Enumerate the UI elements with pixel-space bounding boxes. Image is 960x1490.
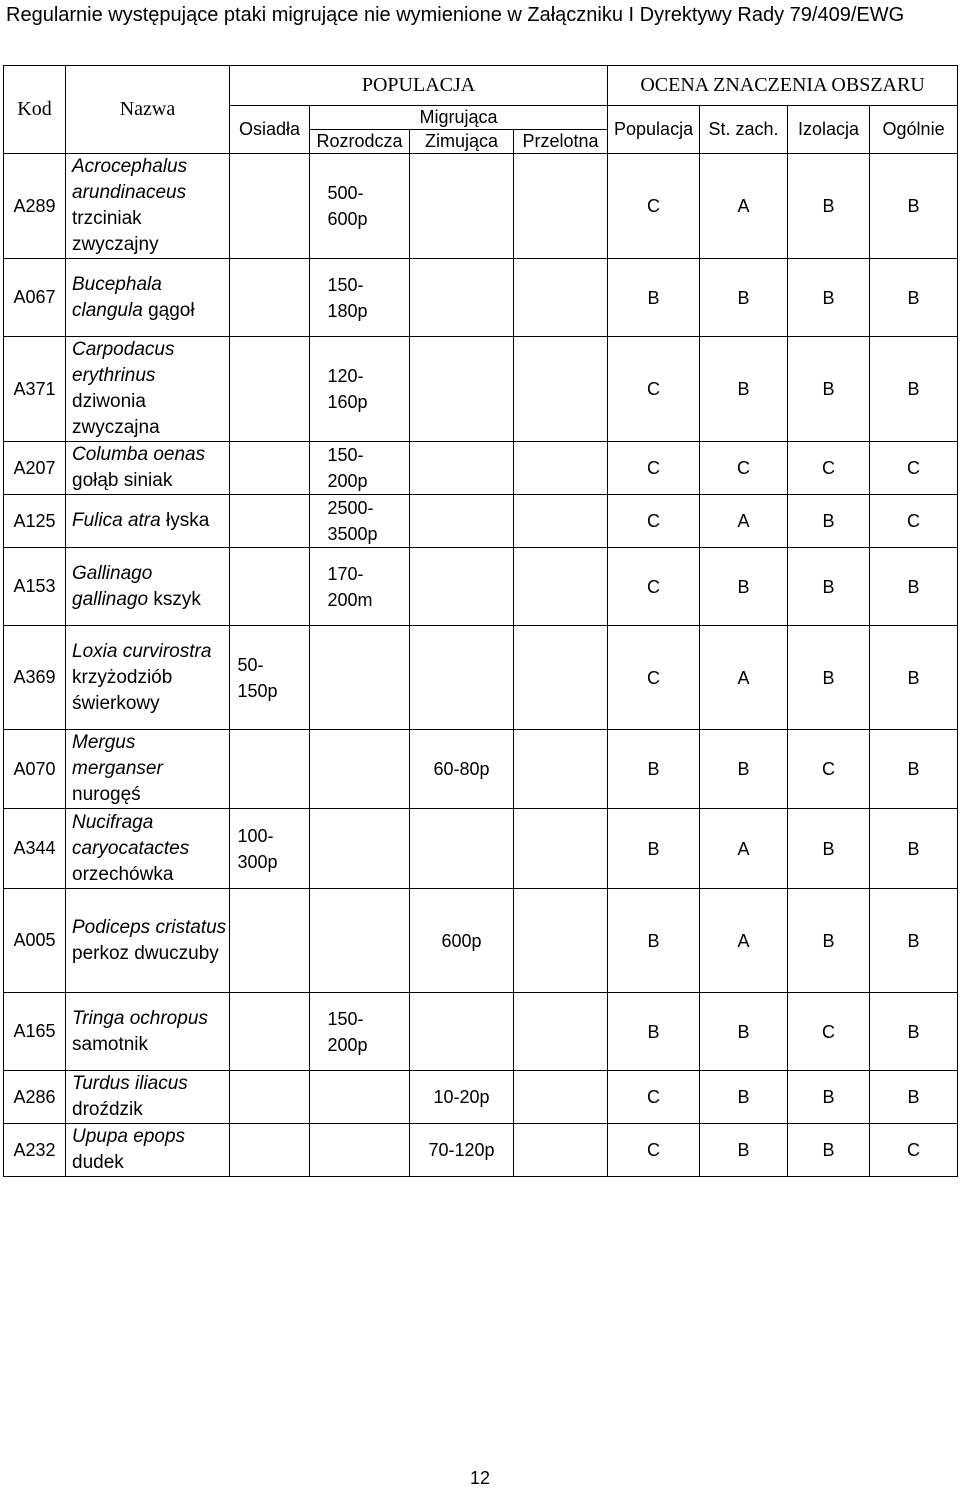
table-row [4, 626, 958, 730]
cell-value: 50-150p [237, 654, 278, 701]
cell-ogolnie: B [870, 1071, 958, 1124]
cell-zimujaca [410, 626, 514, 730]
header-migrujaca: Migrująca [310, 106, 608, 130]
cell-nazwa [66, 626, 230, 730]
cell-populacja: B [608, 809, 700, 889]
birds-table [3, 65, 958, 1177]
table-row [4, 993, 958, 1071]
cell-ogolnie: B [870, 259, 958, 337]
cell-populacja: B [608, 259, 700, 337]
polish-name: dziwonia zwyczajna [72, 391, 160, 438]
polish-name: orzechówka [72, 863, 174, 885]
cell-populacja: C [608, 154, 700, 259]
cell-kod: A067 [4, 259, 66, 337]
cell-zimujaca [410, 495, 514, 548]
cell-osiadla [230, 442, 310, 495]
cell-zimujaca [410, 809, 514, 889]
cell-osiadla [230, 626, 310, 730]
cell-izolacja: B [788, 809, 870, 889]
cell-ogolnie: C [870, 1124, 958, 1177]
table-row [4, 259, 958, 337]
cell-populacja: B [608, 889, 700, 993]
cell-kod: A344 [4, 809, 66, 889]
cell-ogolnie: B [870, 626, 958, 730]
header-populacja-col: Populacja [608, 106, 700, 154]
cell-izolacja: B [788, 1124, 870, 1177]
table-row [4, 337, 958, 442]
cell-ogolnie: C [870, 495, 958, 548]
cell-kod: A371 [4, 337, 66, 442]
cell-rozrodcza [310, 442, 410, 495]
cell-nazwa [66, 337, 230, 442]
cell-ogolnie: B [870, 337, 958, 442]
cell-ogolnie: B [870, 889, 958, 993]
cell-rozrodcza [310, 1124, 410, 1177]
cell-st-zach: B [700, 1071, 788, 1124]
cell-st-zach: A [700, 495, 788, 548]
cell-izolacja: B [788, 548, 870, 626]
table-row [4, 1124, 958, 1177]
cell-populacja: C [608, 337, 700, 442]
cell-kod: A289 [4, 154, 66, 259]
cell-st-zach: A [700, 626, 788, 730]
cell-przelotna [514, 993, 608, 1071]
cell-ogolnie: B [870, 548, 958, 626]
table-body [4, 66, 958, 1177]
cell-value: 2500-3500p [327, 498, 378, 544]
cell-kod: A286 [4, 1071, 66, 1124]
polish-name: łyska [165, 510, 210, 531]
polish-name: kszyk [153, 588, 201, 610]
cell-kod: A232 [4, 1124, 66, 1177]
cell-zimujaca: 60-80p [410, 730, 514, 809]
header-izolacja: Izolacja [788, 106, 870, 154]
cell-rozrodcza [310, 809, 410, 889]
cell-populacja: C [608, 626, 700, 730]
cell-populacja: C [608, 495, 700, 548]
table-row [4, 889, 958, 993]
cell-izolacja: B [788, 626, 870, 730]
cell-nazwa [66, 809, 230, 889]
cell-nazwa [66, 154, 230, 259]
cell-osiadla [230, 259, 310, 337]
cell-rozrodcza [310, 730, 410, 809]
cell-osiadla [230, 1071, 310, 1124]
cell-ogolnie: C [870, 442, 958, 495]
cell-st-zach: B [700, 337, 788, 442]
cell-ogolnie: B [870, 730, 958, 809]
header-rozrodcza: Rozrodcza [310, 130, 410, 154]
cell-kod: A207 [4, 442, 66, 495]
cell-populacja: B [608, 993, 700, 1071]
header-przelotna: Przelotna [514, 130, 608, 154]
cell-value: 100-300p [237, 825, 278, 872]
latin-name: Turdus iliacus [72, 1073, 188, 1094]
header-osiadla: Osiadła [230, 106, 310, 154]
table-row [4, 548, 958, 626]
header-populacja: POPULACJA [230, 66, 608, 106]
polish-name: dudek [72, 1152, 124, 1173]
latin-name: Mergus merganser [72, 732, 163, 779]
cell-ogolnie: B [870, 809, 958, 889]
cell-kod: A070 [4, 730, 66, 809]
cell-izolacja: B [788, 889, 870, 993]
cell-value: 120-160p [327, 366, 368, 412]
cell-nazwa [66, 442, 230, 495]
cell-value: 500-600p [327, 183, 368, 229]
cell-osiadla [230, 337, 310, 442]
cell-przelotna [514, 442, 608, 495]
cell-rozrodcza [310, 993, 410, 1071]
polish-name: trzciniak zwyczajny [72, 208, 159, 255]
latin-name: Loxia curvirostra [72, 640, 212, 662]
cell-przelotna [514, 1124, 608, 1177]
table-row [4, 809, 958, 889]
polish-name: gągoł [148, 299, 195, 321]
cell-przelotna [514, 548, 608, 626]
cell-przelotna [514, 809, 608, 889]
cell-nazwa [66, 495, 230, 548]
latin-name: Bucephala clangula [72, 273, 162, 321]
cell-kod: A165 [4, 993, 66, 1071]
table-row [4, 1071, 958, 1124]
cell-przelotna [514, 730, 608, 809]
table-row [4, 442, 958, 495]
cell-przelotna [514, 495, 608, 548]
cell-nazwa [66, 548, 230, 626]
cell-osiadla [230, 809, 310, 889]
cell-rozrodcza [310, 626, 410, 730]
cell-populacja: C [608, 1124, 700, 1177]
header-st-zach: St. zach. [700, 106, 788, 154]
cell-osiadla [230, 1124, 310, 1177]
cell-value: 150-200p [327, 445, 368, 491]
page-number: 12 [469, 1468, 491, 1488]
latin-name: Nucifraga caryocatactes [72, 811, 190, 859]
header-ogolnie: Ogólnie [870, 106, 958, 154]
cell-izolacja: B [788, 154, 870, 259]
cell-zimujaca [410, 993, 514, 1071]
cell-st-zach: B [700, 1124, 788, 1177]
cell-kod: A125 [4, 495, 66, 548]
cell-rozrodcza [310, 548, 410, 626]
cell-nazwa [66, 889, 230, 993]
polish-name: perkoz dwuczuby [72, 942, 219, 964]
latin-name: Acrocephalus arundinaceus [72, 156, 188, 203]
cell-kod: A153 [4, 548, 66, 626]
cell-izolacja: B [788, 1071, 870, 1124]
polish-name: droździk [72, 1099, 143, 1120]
cell-rozrodcza [310, 495, 410, 548]
cell-nazwa [66, 1071, 230, 1124]
cell-zimujaca [410, 442, 514, 495]
cell-izolacja: B [788, 495, 870, 548]
cell-populacja: B [608, 730, 700, 809]
latin-name: Fulica atra [72, 510, 161, 531]
cell-przelotna [514, 154, 608, 259]
cell-nazwa [66, 730, 230, 809]
table-row [4, 730, 958, 809]
cell-st-zach: A [700, 154, 788, 259]
cell-nazwa [66, 993, 230, 1071]
cell-osiadla [230, 889, 310, 993]
cell-rozrodcza [310, 259, 410, 337]
cell-przelotna [514, 259, 608, 337]
cell-kod: A369 [4, 626, 66, 730]
cell-value: 150-200p [327, 1008, 368, 1055]
cell-rozrodcza [310, 1071, 410, 1124]
cell-populacja: C [608, 1071, 700, 1124]
table-row [4, 154, 958, 259]
cell-osiadla [230, 495, 310, 548]
cell-osiadla [230, 730, 310, 809]
cell-value: 170-200m [327, 563, 373, 610]
cell-osiadla [230, 548, 310, 626]
cell-st-zach: C [700, 442, 788, 495]
cell-st-zach: A [700, 809, 788, 889]
cell-izolacja: B [788, 337, 870, 442]
latin-name: Carpodacus erythrinus [72, 339, 175, 386]
cell-przelotna [514, 626, 608, 730]
cell-kod: A005 [4, 889, 66, 993]
cell-osiadla [230, 993, 310, 1071]
table-row [4, 495, 958, 548]
polish-name: gołąb siniak [72, 470, 173, 491]
cell-rozrodcza [310, 154, 410, 259]
cell-osiadla [230, 154, 310, 259]
cell-zimujaca [410, 259, 514, 337]
cell-st-zach: B [700, 259, 788, 337]
cell-nazwa [66, 1124, 230, 1177]
cell-st-zach: B [700, 993, 788, 1071]
cell-zimujaca [410, 337, 514, 442]
cell-rozrodcza [310, 889, 410, 993]
cell-zimujaca: 600p [410, 889, 514, 993]
cell-zimujaca: 70-120p [410, 1124, 514, 1177]
latin-name: Tringa ochropus [72, 1007, 208, 1029]
cell-ogolnie: B [870, 154, 958, 259]
cell-st-zach: B [700, 548, 788, 626]
cell-izolacja: C [788, 442, 870, 495]
polish-name: nurogęś [72, 784, 141, 805]
cell-przelotna [514, 889, 608, 993]
polish-name: samotnik [72, 1033, 149, 1055]
latin-name: Columba oenas [72, 444, 206, 465]
header-kod: Kod [4, 66, 66, 154]
latin-name: Gallinago gallinago [72, 562, 153, 610]
cell-populacja: C [608, 548, 700, 626]
header-zimujaca: Zimująca [410, 130, 514, 154]
cell-zimujaca [410, 154, 514, 259]
cell-ogolnie: B [870, 993, 958, 1071]
cell-populacja: C [608, 442, 700, 495]
header-ocena: OCENA ZNACZENIA OBSZARU [608, 66, 958, 106]
cell-izolacja: B [788, 259, 870, 337]
latin-name: Podiceps cristatus [72, 916, 227, 938]
cell-przelotna [514, 337, 608, 442]
cell-st-zach: A [700, 889, 788, 993]
cell-rozrodcza [310, 337, 410, 442]
cell-zimujaca [410, 548, 514, 626]
cell-nazwa [66, 259, 230, 337]
latin-name: Upupa epops [72, 1126, 186, 1147]
header-nazwa: Nazwa [66, 66, 230, 154]
cell-przelotna [514, 1071, 608, 1124]
polish-name: krzyżodziób świerkowy [72, 666, 173, 714]
cell-zimujaca: 10-20p [410, 1071, 514, 1124]
cell-izolacja: C [788, 993, 870, 1071]
page-title: Regularnie występujące ptaki migrujące nie wymienione w Załączniku I Dyrektywy Rady 79/409/EWG [6, 4, 905, 26]
header-row-1 [4, 66, 958, 106]
cell-izolacja: C [788, 730, 870, 809]
cell-value: 150-180p [327, 274, 368, 321]
cell-st-zach: B [700, 730, 788, 809]
